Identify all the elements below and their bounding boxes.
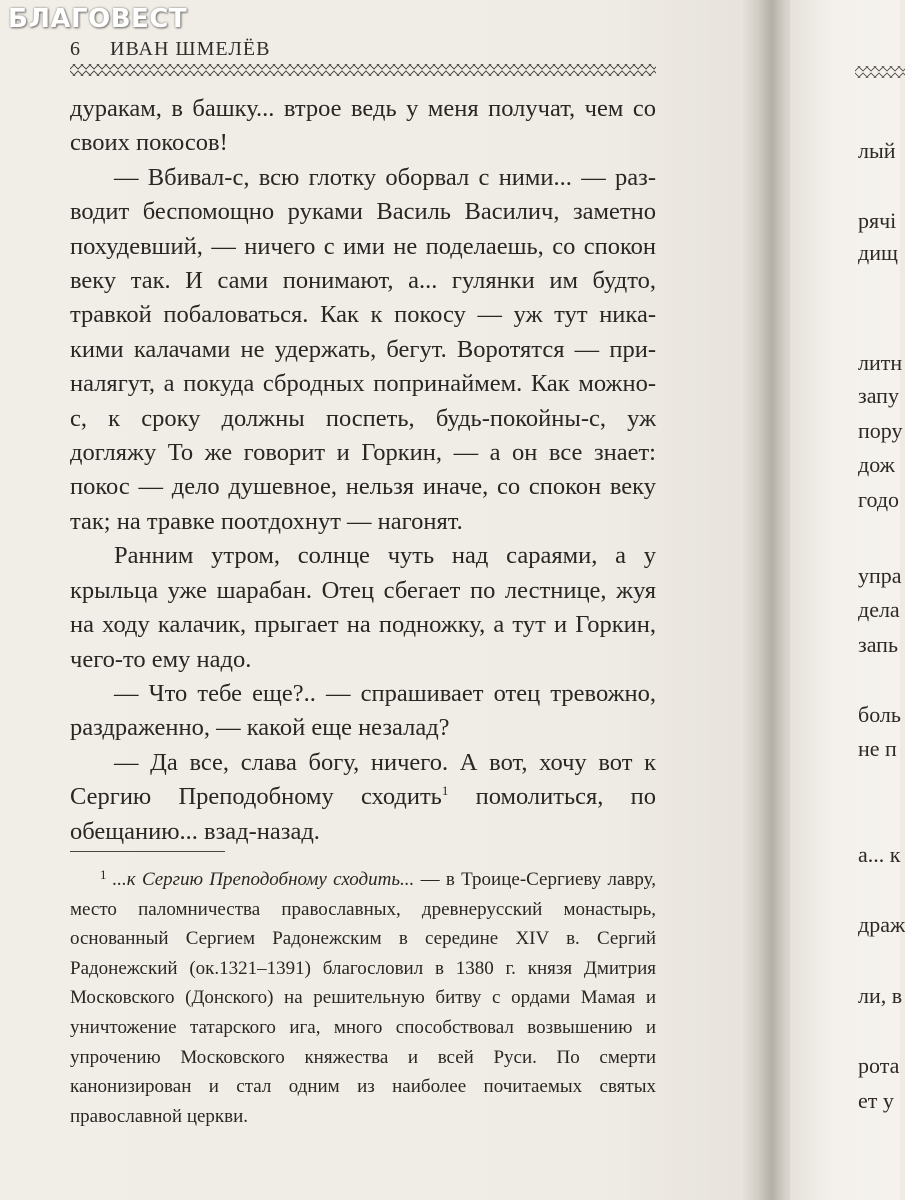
paragraph-2: — Вбивал-с, всю глотку оборвал с ними... — разводит беспомощно руками Василь Василич, заметно похудевший, — ничего с ими не поделаешь, со спокон веку так. И сами понимают, а... гулянки им будто, травкой побаловаться. Как к покосу — уж тут никакими калачами не удержать, бегут. Воротятся — приналягут, а покуда сбродных попринаймем. Как можно-с, к сроку должны поспеть, будь-покойны-с, уж догляжу То же говорит и Горкин, — а он все знает: покос — дело душевное, нельзя иначе, со спокон веку так; на травке поотдохнут — нагонят.	[70, 163, 656, 535]
right-page-line: а... к	[858, 842, 901, 867]
paragraph-5-start: — Да все, слава богу, ничего. А вот, хочу вот к Сергию Преподобному сходить	[70, 748, 656, 811]
right-page-line: дела	[858, 597, 900, 622]
paragraph-4: — Что тебе еще?.. — спрашивает отец тревожно, раздраженно, — какой еще незалад?	[70, 679, 656, 742]
right-page-line: дищ	[858, 240, 898, 265]
right-page-line: запь	[858, 632, 898, 657]
right-page-text	[858, 0, 905, 1200]
right-page-line: ли, в	[858, 983, 903, 1008]
right-page-line: драж	[858, 912, 905, 937]
right-page-line: годо	[858, 487, 900, 512]
paragraph-5	[70, 746, 656, 849]
right-page-line: рота	[858, 1053, 900, 1078]
main-text	[70, 92, 656, 849]
footnote	[70, 860, 656, 1131]
running-head	[70, 38, 270, 61]
paragraph-5-end: помолиться, по обещанию... взад-назад.	[70, 783, 656, 845]
right-page-line: запу	[858, 383, 899, 408]
right-page-line: ет у	[858, 1088, 894, 1113]
right-page-line: рячі	[858, 208, 897, 233]
footnote-reference[interactable]: 1	[441, 783, 449, 799]
right-page-line: литн	[858, 350, 903, 375]
right-page-line: лый	[858, 138, 896, 163]
right-page-line: упра	[858, 563, 902, 588]
right-page-line: дож	[858, 452, 895, 477]
paragraph-3: Ранним утром, солнце чуть над сараями, а у крыльца уже шарабан. Отец сбегает по лестнице, жуя на ходу калачик, прыгает на подножку, а тут и Горкин, чего-то ему надо.	[70, 542, 656, 673]
running-title: ИВАН ШМЕЛЁВ	[110, 38, 271, 60]
footnote-rule	[70, 851, 225, 852]
watermark-logo: БЛАГОВЕСТ	[8, 4, 188, 34]
header-ornament	[70, 64, 656, 76]
right-page-line: пору	[858, 418, 903, 443]
page-number: 6	[70, 38, 81, 60]
right-page-line: не п	[858, 736, 897, 761]
paragraph-1: дуракам, в башку... втрое ведь у меня получат, чем со своих покосов!	[70, 95, 656, 157]
footnote-text: — в Троице-Сергиеву лавру, место паломничества православных, древнерусский монастырь, основанный Сергием Радонежским в середине XIV в. Сергий Радонежский (ок.1321–1391) благословил в 1380 г. князя Дмитрия Московского (Донского) на решительную битву с ордами Мамая и уничтожение татарского ига, много способствовал возвышению и упрочению Московского княжества и всей Руси. По смерти канонизирован и стал одним из наиболее почитаемых святых православной церкви.	[70, 869, 656, 1127]
right-page-line: боль	[858, 702, 901, 727]
footnote-marker: 1	[100, 867, 107, 882]
footnote-lead: ...к Сергию Преподобному сходить...	[112, 869, 415, 890]
